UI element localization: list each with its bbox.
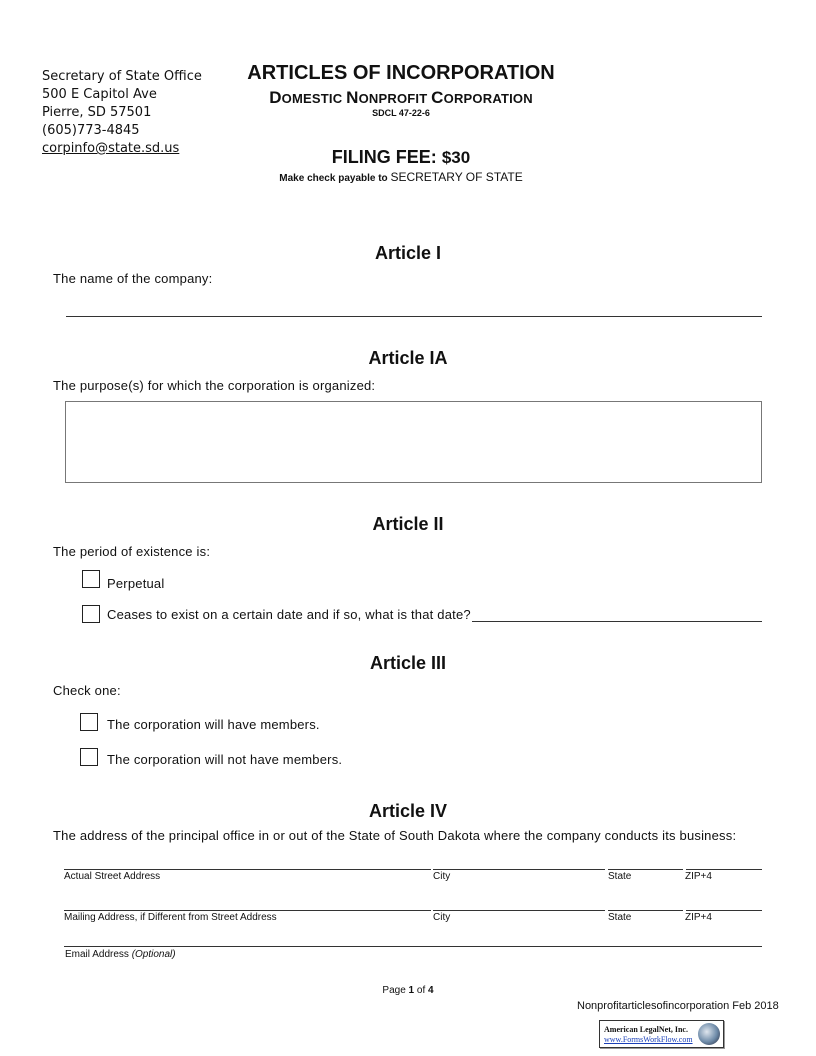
article-2-heading: Article II [372, 514, 444, 534]
form-subtitle: DOMESTIC NONPROFIT CORPORATION [269, 88, 533, 107]
street-zip-line [686, 869, 762, 870]
mailing-state-label: State [608, 912, 632, 923]
check-one-label: Check one: [53, 683, 121, 698]
no-members-checkbox[interactable] [80, 748, 98, 766]
office-name: Secretary of State Office [42, 69, 202, 84]
email-optional-note: (Optional) [131, 949, 176, 960]
article-4-heading: Article IV [368, 801, 448, 821]
company-name-line [66, 316, 762, 317]
article-3-heading: Article III [369, 653, 447, 673]
mailing-address-line [64, 910, 431, 911]
office-phone: (605)773-4845 [42, 123, 140, 138]
logo-globe-icon [698, 1023, 720, 1045]
street-city-line [433, 869, 605, 870]
company-name-label: The name of the company: [53, 271, 213, 286]
american-legalnet-logo[interactable] [599, 1020, 724, 1048]
street-address-line [64, 869, 431, 870]
cease-date-field[interactable] [472, 604, 762, 622]
cease-date-line [472, 621, 762, 622]
purpose-textarea[interactable] [65, 401, 762, 483]
article-1a-heading: Article IA [368, 348, 448, 368]
office-city: Pierre, SD 57501 [42, 105, 152, 120]
mailing-city-label: City [433, 912, 451, 923]
office-email-link[interactable]: corpinfo@state.sd.us [42, 141, 180, 156]
email-address-line [64, 946, 762, 947]
mailing-zip-field[interactable] [686, 893, 762, 910]
office-address [42, 68, 202, 158]
company-name-field[interactable] [66, 296, 762, 316]
perpetual-checkbox[interactable] [82, 570, 100, 588]
perpetual-label: Perpetual [107, 576, 165, 591]
street-zip-field[interactable] [686, 852, 762, 869]
existence-period-label: The period of existence is: [53, 544, 211, 559]
filing-fee-amount: $30 [441, 148, 471, 167]
page-number: Page 1 of 4 [382, 985, 434, 996]
street-city-label: City [433, 871, 451, 882]
have-members-label: The corporation will have members. [107, 717, 320, 732]
ceases-checkbox[interactable] [82, 605, 100, 623]
email-address-field[interactable] [64, 929, 762, 946]
street-state-field[interactable] [608, 852, 683, 869]
ceases-label: Ceases to exist on a certain date and if so, what is that date? [107, 607, 471, 622]
filing-fee: FILING FEE: $30 [331, 147, 471, 167]
mailing-state-field[interactable] [608, 893, 683, 910]
mailing-state-line [608, 910, 683, 911]
no-members-label: The corporation will not have members. [107, 752, 343, 767]
email-address-label: Email Address (Optional) [65, 949, 176, 960]
mailing-city-field[interactable] [433, 893, 605, 910]
street-state-label: State [608, 871, 632, 882]
principal-office-label: The address of the principal office in or out of the State of South Dakota where the company conducts its business: [53, 828, 737, 843]
logo-company-name: American LegalNet, Inc. [604, 1025, 688, 1034]
mailing-city-line [433, 910, 605, 911]
statute-reference: SDCL 47-22-6 [372, 108, 430, 118]
logo-website: www.FormsWorkFlow.com [604, 1035, 693, 1044]
street-address-field[interactable] [64, 852, 431, 869]
purpose-label: The purpose(s) for which the corporation is organized: [53, 378, 376, 393]
mailing-zip-label: ZIP+4 [685, 912, 712, 923]
form-identifier: Nonprofitarticlesofincorporation Feb 2018 [577, 1000, 779, 1012]
street-zip-label: ZIP+4 [685, 871, 712, 882]
article-1-heading: Article I [374, 243, 442, 263]
form-title: ARTICLES OF INCORPORATION [247, 62, 555, 84]
street-address-label: Actual Street Address [64, 871, 161, 882]
check-payable: Make check payable to SECRETARY OF STATE [279, 170, 523, 184]
mailing-address-field[interactable] [64, 893, 431, 910]
have-members-checkbox[interactable] [80, 713, 98, 731]
street-state-line [608, 869, 683, 870]
street-city-field[interactable] [433, 852, 605, 869]
office-street: 500 E Capitol Ave [42, 87, 157, 102]
mailing-zip-line [686, 910, 762, 911]
mailing-address-label: Mailing Address, if Different from Street Address [64, 912, 277, 923]
